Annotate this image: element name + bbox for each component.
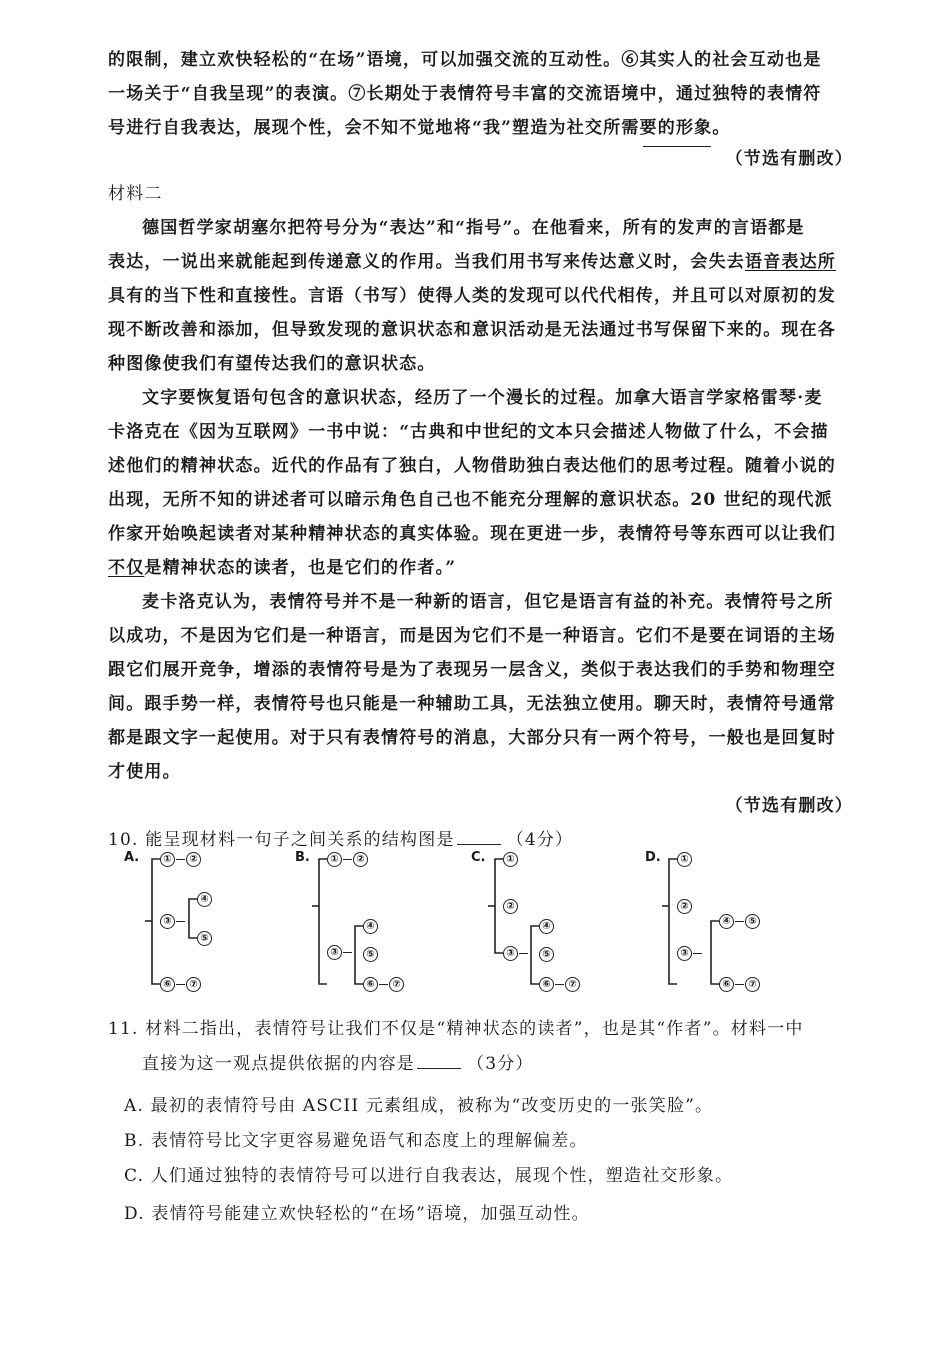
node-1-2 <box>327 851 368 867</box>
node-2 <box>503 898 518 914</box>
node-1: ① <box>503 852 518 867</box>
node-6: ⑥ <box>363 977 378 992</box>
bracket-line <box>152 859 160 984</box>
node-6: ⑥ <box>160 977 175 992</box>
node-2: ② <box>677 899 692 914</box>
node-7: ⑦ <box>186 977 201 992</box>
source-note: （节选有删改） <box>725 796 853 816</box>
node-1 <box>503 851 518 867</box>
node-1: ① <box>327 852 342 867</box>
text-line: 间。跟手势一样，表情符号也只能是一种辅助工具，无法独立使用。聊天时，表情符号通常 <box>108 694 836 714</box>
node-3 <box>677 945 703 961</box>
question-11-stem-cont <box>142 1054 842 1074</box>
text-span: 表达，一说出来就能起到传递意义的作用。当我们用书写来传达意义时，会失去 <box>108 252 745 272</box>
bracket-line <box>319 859 327 984</box>
question-text: 直接为这一观点提供依据的内容是 <box>142 1054 415 1074</box>
bracket-line <box>495 859 503 953</box>
node-1: ① <box>677 852 692 867</box>
node-6-7 <box>160 976 201 992</box>
text-line: 都是跟文字一起使用。对于只有表情符号的消息，大部分只有一两个符号，一般也是回复时 <box>108 728 836 748</box>
bracket-line <box>189 899 197 938</box>
option-c[interactable]: C. 人们通过独特的表情符号可以进行自我表达，展现个性，塑造社交形象。 <box>124 1166 734 1186</box>
text-line: 号进行自我表达，展现个性，会不知不觉地将“我”塑造为社交所需要的形象。 <box>108 118 731 138</box>
text-line: 一场关于“自我呈现”的表演。⑦长期处于表情符号丰富的交流语境中，通过独特的表情符 <box>108 84 822 104</box>
connector <box>176 859 185 860</box>
text-line: 现不断改善和添加，但导致发现的意识状态和意识活动是无法通过书写保留下来的。现在各 <box>108 320 836 340</box>
text-line: 卡洛克在《因为互联网》一书中说：“古典和中世纪的文本只会描述人物做了什么，不会描 <box>108 422 829 442</box>
node-2: ② <box>503 899 518 914</box>
text-line: 德国哲学家胡塞尔把符号分为“表达”和“指号”。在他看来，所有的发声的言语都是 <box>142 218 805 238</box>
text-line: 跟它们展开竞争，增添的表情符号是为了表现另一层含义，类似于表达我们的手势和物理空 <box>108 660 836 680</box>
node-7: ⑦ <box>565 977 580 992</box>
connector <box>343 952 352 953</box>
node-3: ③ <box>327 945 342 960</box>
text-line: 具有的当下性和直接性。言语（书写）使得人类的发现可以代代相传，并且可以对原初的发 <box>108 286 836 306</box>
node-3: ③ <box>160 914 175 929</box>
node-5 <box>539 946 554 962</box>
connector <box>519 953 528 954</box>
option-d-label[interactable]: D. <box>645 850 661 865</box>
option-b-label[interactable]: B. <box>295 850 310 865</box>
node-3 <box>503 945 529 961</box>
option-a-label[interactable]: A. <box>124 850 140 865</box>
option-c-label[interactable]: C. <box>471 850 486 865</box>
node-4: ④ <box>363 919 378 934</box>
text-line: 以成功，不是因为它们是一种语言，而是因为它们不是一种语言。它们不是要在词语的主场 <box>108 626 836 646</box>
node-2: ② <box>186 852 201 867</box>
node-4: ④ <box>719 914 734 929</box>
section-heading: 材料二 <box>108 184 163 204</box>
node-4 <box>539 918 554 934</box>
text-line: 作家开始唤起读者对某种精神状态的真实体验。现在更进一步，表情符号等东西可以让我们 <box>108 524 836 544</box>
option-a[interactable]: A. 最初的表情符号由 ASCII 元素组成，被称为“改变历史的一张笑脸”。 <box>124 1096 714 1116</box>
bracket-line <box>711 921 719 984</box>
node-5 <box>363 946 378 962</box>
connector <box>735 921 744 922</box>
connector <box>555 984 564 985</box>
node-3: ③ <box>503 946 518 961</box>
node-5 <box>197 930 212 946</box>
node-4: ④ <box>197 892 212 907</box>
node-3 <box>327 944 353 960</box>
node-5: ⑤ <box>745 914 760 929</box>
question-11-stem: 11. 材料二指出，表情符号让我们不仅是“精神状态的读者”，也是其“作者”。材料一中 <box>108 1019 804 1039</box>
text-line: 麦卡洛克认为，表情符号并不是一种新的语言，但它是语言有益的补充。表情符号之所 <box>142 592 834 612</box>
node-2: ② <box>353 852 368 867</box>
node-7: ⑦ <box>745 977 760 992</box>
node-6-7 <box>539 976 580 992</box>
node-5: ⑤ <box>539 947 554 962</box>
node-6-7 <box>363 976 404 992</box>
node-6-7 <box>719 976 760 992</box>
connector <box>735 984 744 985</box>
connector <box>176 921 185 922</box>
connector <box>176 984 185 985</box>
text-line: 出现，无所不知的讲述者可以暗示角色自己也不能充分理解的意识状态。20 世纪的现代派 <box>108 490 833 510</box>
text-line: 的限制，建立欢快轻松的“在场”语境，可以加强交流的互动性。⑥其实人的社会互动也是 <box>108 50 822 70</box>
node-6: ⑥ <box>539 977 554 992</box>
node-1-2 <box>160 851 201 867</box>
node-5: ⑤ <box>363 947 378 962</box>
question-text: 10. 能呈现材料一句子之间关系的结构图是 <box>108 830 455 850</box>
node-7: ⑦ <box>389 977 404 992</box>
node-5: ⑤ <box>197 931 212 946</box>
option-d[interactable]: D. 表情符号能建立欢快轻松的“在场”语境，加强互动性。 <box>124 1204 590 1224</box>
bracket-line <box>355 926 363 984</box>
node-4 <box>197 891 212 907</box>
option-b[interactable]: B. 表情符号比文字更容易避免语气和态度上的理解偏差。 <box>124 1131 588 1151</box>
text-line: 述他们的精神状态。近代的作品有了独白，人物借助独白表达他们的思考过程。随着小说的 <box>108 456 836 476</box>
answer-blank[interactable] <box>417 1054 461 1069</box>
node-3: ③ <box>677 946 692 961</box>
node-6: ⑥ <box>719 977 734 992</box>
node-1: ① <box>160 852 175 867</box>
node-4 <box>363 918 378 934</box>
text-line: 文字要恢复语句包含的意识状态，经历了一个漫长的过程。加拿大语言学家格雷琴·麦 <box>142 388 823 408</box>
source-note: （节选有删改） <box>725 149 853 169</box>
node-3 <box>160 913 186 929</box>
text-span: 是精神状态的读者，也是它们的作者。” <box>144 558 457 578</box>
node-2 <box>677 898 692 914</box>
score-note: （4分） <box>506 830 574 850</box>
text-line: 种图像使我们有望传达我们的意识状态。 <box>108 354 436 374</box>
underlined-text: 语音表达所 <box>745 252 836 272</box>
bracket-line <box>531 926 539 984</box>
score-note: （3分） <box>467 1054 534 1074</box>
node-1 <box>677 851 692 867</box>
underlined-text: 不仅 <box>108 558 145 578</box>
bracket-line <box>669 859 677 984</box>
text-line: 才使用。 <box>108 762 181 782</box>
node-4-5 <box>719 913 760 929</box>
connector <box>693 953 702 954</box>
node-4: ④ <box>539 919 554 934</box>
connector <box>379 984 388 985</box>
connector <box>343 859 352 860</box>
